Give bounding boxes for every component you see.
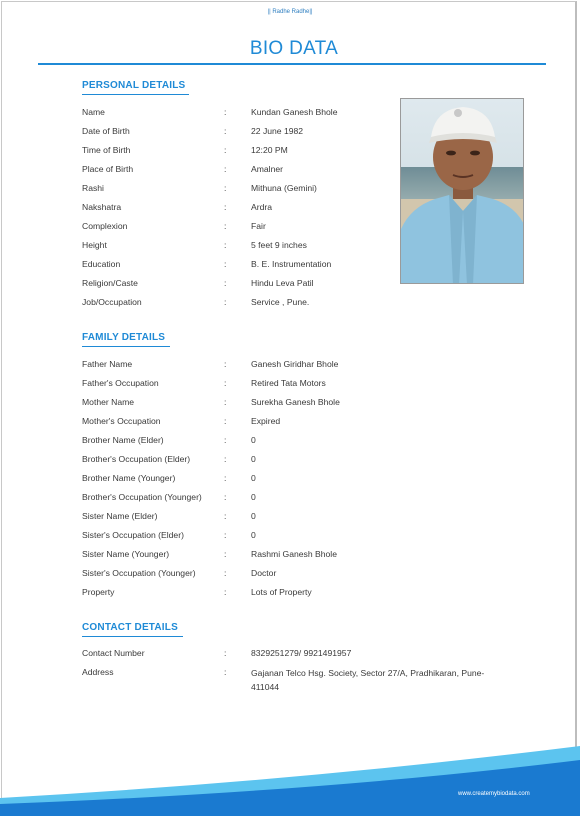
detail-label: Education	[82, 259, 121, 269]
detail-value: Hindu Leva Patil	[251, 278, 314, 288]
detail-value: Retired Tata Motors	[251, 378, 326, 388]
separator: :	[224, 221, 227, 231]
detail-value: Ganesh Giridhar Bhole	[251, 359, 339, 369]
separator: :	[224, 378, 227, 388]
detail-label: Job/Occupation	[82, 297, 142, 307]
detail-label: Sister's Occupation (Elder)	[82, 530, 184, 540]
detail-label: Brother Name (Elder)	[82, 435, 164, 445]
detail-label: Date of Birth	[82, 126, 130, 136]
contact-details-heading: CONTACT DETAILS	[82, 622, 178, 633]
separator: :	[224, 648, 227, 658]
detail-label: Religion/Caste	[82, 278, 138, 288]
detail-value: Gajanan Telco Hsg. Society, Sector 27/A, Pradhikaran, Pune-411044	[251, 668, 485, 692]
contact-details-underline	[82, 636, 183, 637]
separator: :	[224, 202, 227, 212]
detail-value: Doctor	[251, 568, 277, 578]
detail-label: Brother's Occupation (Elder)	[82, 454, 191, 464]
detail-label: Sister Name (Elder)	[82, 511, 158, 521]
detail-label: Sister Name (Younger)	[82, 549, 170, 559]
detail-value: Fair	[251, 221, 266, 231]
separator: :	[224, 511, 227, 521]
family-details-heading: FAMILY DETAILS	[82, 332, 166, 343]
separator: :	[224, 164, 227, 174]
detail-value: 0	[251, 492, 256, 502]
detail-value: 22 June 1982	[251, 126, 304, 136]
detail-label: Mother Name	[82, 397, 135, 407]
detail-label: Brother's Occupation (Younger)	[82, 492, 202, 502]
separator: :	[224, 587, 227, 597]
profile-photo	[400, 98, 524, 284]
detail-value: Surekha Ganesh Bhole	[251, 397, 340, 407]
separator: :	[224, 145, 227, 155]
detail-value: B. E. Instrumentation	[251, 259, 332, 269]
page-title: BIO DATA	[249, 38, 339, 59]
detail-value: 8329251279/ 9921491957	[251, 648, 352, 658]
detail-value: 12:20 PM	[251, 145, 288, 155]
detail-value: Ardra	[251, 202, 273, 212]
separator: :	[224, 278, 227, 288]
detail-value: Amalner	[251, 164, 283, 174]
separator: :	[224, 107, 227, 117]
detail-label: Mother's Occupation	[82, 416, 161, 426]
detail-label: Name	[82, 107, 105, 117]
detail-value: Mithuna (Gemini)	[251, 183, 317, 193]
detail-label: Father Name	[82, 359, 133, 369]
detail-value: 0	[251, 530, 256, 540]
title-rule	[38, 63, 546, 65]
separator: :	[224, 297, 227, 307]
detail-label: Place of Birth	[82, 164, 134, 174]
separator: :	[224, 568, 227, 578]
profile-photo-image	[401, 99, 524, 284]
separator: :	[224, 473, 227, 483]
separator: :	[224, 454, 227, 464]
detail-label: Rashi	[82, 183, 104, 193]
detail-value: 5 feet 9 inches	[251, 240, 307, 250]
detail-value: Rashmi Ganesh Bhole	[251, 549, 337, 559]
detail-value: 0	[251, 435, 256, 445]
detail-label: Sister's Occupation (Younger)	[82, 568, 196, 578]
detail-value: 0	[251, 511, 256, 521]
family-details-underline	[82, 346, 170, 347]
detail-label: Brother Name (Younger)	[82, 473, 176, 483]
footer-wave	[0, 746, 580, 816]
detail-label: Height	[82, 240, 107, 250]
separator: :	[224, 435, 227, 445]
detail-value: Service , Pune.	[251, 297, 310, 307]
separator: :	[224, 492, 227, 502]
detail-value: 0	[251, 473, 256, 483]
detail-value: Kundan Ganesh Bhole	[251, 107, 338, 117]
invocation-text: || Radhe Radhe||	[267, 9, 313, 15]
detail-label: Property	[82, 587, 115, 597]
personal-details-underline	[82, 94, 189, 95]
detail-label: Time of Birth	[82, 145, 131, 155]
separator: :	[224, 359, 227, 369]
footer-url[interactable]: www.createmybiodata.com	[458, 791, 530, 797]
separator: :	[224, 667, 227, 677]
detail-value: 0	[251, 454, 256, 464]
separator: :	[224, 416, 227, 426]
separator: :	[224, 397, 227, 407]
separator: :	[224, 183, 227, 193]
separator: :	[224, 259, 227, 269]
detail-value: Lots of Property	[251, 587, 312, 597]
separator: :	[224, 240, 227, 250]
separator: :	[224, 549, 227, 559]
detail-label: Father's Occupation	[82, 378, 159, 388]
detail-value: Expired	[251, 416, 281, 426]
detail-label: Address	[82, 667, 114, 677]
separator: :	[224, 530, 227, 540]
detail-label: Nakshatra	[82, 202, 122, 212]
detail-label: Contact Number	[82, 648, 145, 658]
personal-details-heading: PERSONAL DETAILS	[82, 80, 186, 91]
detail-label: Complexion	[82, 221, 128, 231]
separator: :	[224, 126, 227, 136]
